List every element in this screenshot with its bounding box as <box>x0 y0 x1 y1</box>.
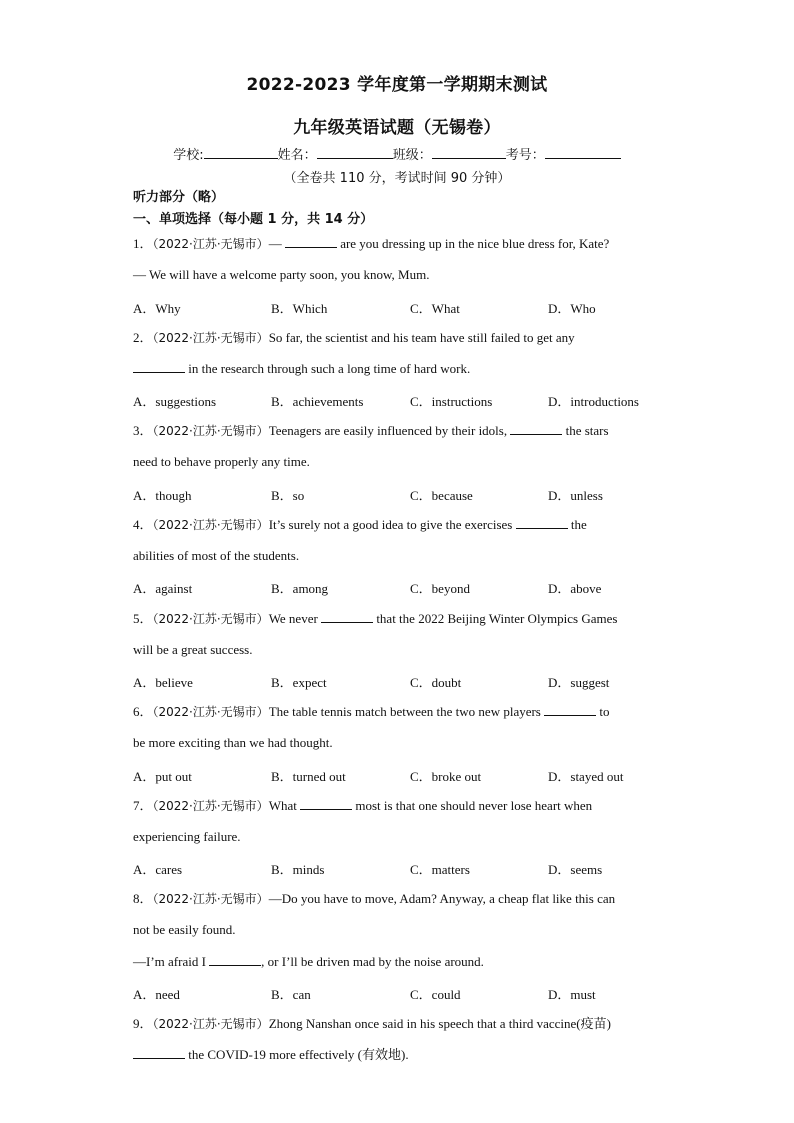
question-7-line2: experiencing failure. <box>133 829 241 844</box>
question-8-line2: not be easily found. <box>133 922 236 937</box>
question-text: Zhong Nanshan once said in his speech that a third vaccine(疫苗) <box>268 1016 611 1031</box>
student-info-row <box>0 144 794 163</box>
question-4 <box>133 516 673 534</box>
answer-blank <box>133 1046 185 1059</box>
answer-blank <box>544 703 596 716</box>
section-single-choice: 一、单项选择（每小题 1 分，共 14 分） <box>133 212 374 227</box>
score-note: （全卷共 110 分，考试时间 90 分钟） <box>283 171 511 186</box>
answer-blank <box>209 953 261 966</box>
question-text: the <box>567 517 587 532</box>
option-d[interactable]: D．must <box>548 987 596 1002</box>
question-text: that the 2022 Beijing Winter Olympics Games <box>373 611 618 626</box>
question-source: （2022·江苏·无锡市） <box>152 892 269 906</box>
option-a[interactable]: A．need <box>133 987 180 1002</box>
class-blank <box>432 144 506 159</box>
question-text: in the research through such a long time of hard work. <box>185 361 471 376</box>
question-source: （2022·江苏·无锡市） <box>152 424 269 438</box>
question-6-line2: be more exciting than we had thought. <box>133 735 333 750</box>
option-b[interactable]: B．Which <box>271 301 328 316</box>
question-7-options <box>133 859 693 876</box>
answer-blank <box>321 610 373 623</box>
question-number: 1． <box>133 236 153 251</box>
option-c[interactable]: C．What <box>410 301 460 316</box>
question-5 <box>133 610 673 628</box>
question-number: 5． <box>133 611 153 626</box>
option-b[interactable]: B．achievements <box>271 394 364 409</box>
question-text: most is that one should never lose heart when <box>352 798 593 813</box>
option-b[interactable]: B．expect <box>271 675 327 690</box>
question-7 <box>133 797 673 815</box>
option-d[interactable]: D．suggest <box>548 675 610 690</box>
name-label: 姓名： <box>277 148 317 163</box>
question-text: Teenagers are easily influenced by their idols, <box>268 423 511 438</box>
question-8-line3 <box>133 953 673 970</box>
option-a[interactable]: A．believe <box>133 675 193 690</box>
option-c[interactable]: C．could <box>410 987 461 1002</box>
question-8-options <box>133 984 693 1001</box>
option-a[interactable]: A．cares <box>133 862 183 877</box>
question-2-line2 <box>133 360 673 377</box>
question-5-line2: will be a great success. <box>133 642 253 657</box>
question-1 <box>133 235 673 253</box>
question-text: — <box>268 236 285 251</box>
option-d[interactable]: D．stayed out <box>548 769 624 784</box>
question-number: 3． <box>133 423 153 438</box>
option-c[interactable]: C．instructions <box>410 394 493 409</box>
question-3-line2: need to behave properly any time. <box>133 454 310 469</box>
question-6-options <box>133 766 693 783</box>
answer-blank <box>285 235 337 248</box>
question-source: （2022·江苏·无锡市） <box>152 799 269 813</box>
option-a[interactable]: A．put out <box>133 769 192 784</box>
number-label: 考号： <box>505 148 545 163</box>
question-8 <box>133 890 673 908</box>
option-d[interactable]: D．introductions <box>548 394 639 409</box>
option-b[interactable]: B．can <box>271 987 311 1002</box>
number-blank <box>545 144 621 159</box>
question-number: 6． <box>133 704 153 719</box>
answer-blank <box>133 360 185 373</box>
question-text: —I’m afraid I <box>133 954 210 969</box>
question-4-options <box>133 578 693 595</box>
section-listening: 听力部分（略） <box>133 190 225 205</box>
question-2-options <box>133 391 693 408</box>
question-text: the COVID-19 more effectively (有效地). <box>185 1047 409 1062</box>
question-4-line2: abilities of most of the students. <box>133 548 300 563</box>
question-text: —Do you have to move, Adam? Anyway, a cheap flat like this can <box>268 891 616 906</box>
question-5-options <box>133 672 693 689</box>
question-text: We never <box>268 611 322 626</box>
exam-title: 2022-2023 学年度第一学期期末测试 <box>246 75 548 95</box>
school-blank <box>204 144 278 159</box>
option-b[interactable]: B．so <box>271 488 305 503</box>
question-3 <box>133 422 673 440</box>
option-c[interactable]: C．doubt <box>410 675 462 690</box>
question-text: The table tennis match between the two new players <box>268 704 545 719</box>
option-d[interactable]: D．above <box>548 581 602 596</box>
school-label: 学校: <box>173 148 204 163</box>
answer-blank <box>510 422 562 435</box>
question-text: , or I’ll be driven mad by the noise around. <box>261 954 484 969</box>
option-b[interactable]: B．among <box>271 581 329 596</box>
question-source: （2022·江苏·无锡市） <box>152 331 269 345</box>
question-text: What <box>268 798 301 813</box>
question-6 <box>133 703 673 721</box>
option-a[interactable]: A．Why <box>133 301 181 316</box>
exam-subtitle: 九年级英语试题（无锡卷） <box>293 118 501 138</box>
option-d[interactable]: D．unless <box>548 488 603 503</box>
question-1-options <box>133 298 693 315</box>
question-number: 2． <box>133 330 153 345</box>
question-text: It’s surely not a good idea to give the exercises <box>268 517 516 532</box>
question-9 <box>133 1015 673 1033</box>
option-c[interactable]: C．beyond <box>410 581 470 596</box>
option-a[interactable]: A．against <box>133 581 193 596</box>
option-d[interactable]: D．Who <box>548 301 596 316</box>
option-a[interactable]: A．suggestions <box>133 394 217 409</box>
question-source: （2022·江苏·无锡市） <box>152 237 269 251</box>
question-number: 7． <box>133 798 153 813</box>
option-b[interactable]: B．minds <box>271 862 325 877</box>
question-2 <box>133 329 673 347</box>
question-number: 9． <box>133 1016 153 1031</box>
option-b[interactable]: B．turned out <box>271 769 346 784</box>
question-source: （2022·江苏·无锡市） <box>152 518 269 532</box>
question-source: （2022·江苏·无锡市） <box>152 705 269 719</box>
option-d[interactable]: D．seems <box>548 862 603 877</box>
answer-blank <box>516 516 568 529</box>
question-text: are you dressing up in the nice blue dress for, Kate? <box>336 236 610 251</box>
question-text: to <box>596 704 610 719</box>
question-number: 4． <box>133 517 153 532</box>
question-9-line2 <box>133 1046 673 1063</box>
class-label: 班级： <box>392 148 432 163</box>
option-a[interactable]: A．though <box>133 488 192 503</box>
option-c[interactable]: C．because <box>410 488 473 503</box>
question-source: （2022·江苏·无锡市） <box>152 612 269 626</box>
question-text: the stars <box>562 423 609 438</box>
option-c[interactable]: C．matters <box>410 862 470 877</box>
question-text: So far, the scientist and his team have still failed to get any <box>268 330 575 345</box>
question-1-line2: — We will have a welcome party soon, you know, Mum. <box>133 267 430 282</box>
name-blank <box>317 144 393 159</box>
question-number: 8． <box>133 891 153 906</box>
option-c[interactable]: C．broke out <box>410 769 482 784</box>
answer-blank <box>300 797 352 810</box>
question-source: （2022·江苏·无锡市） <box>152 1017 269 1031</box>
question-3-options <box>133 485 693 502</box>
